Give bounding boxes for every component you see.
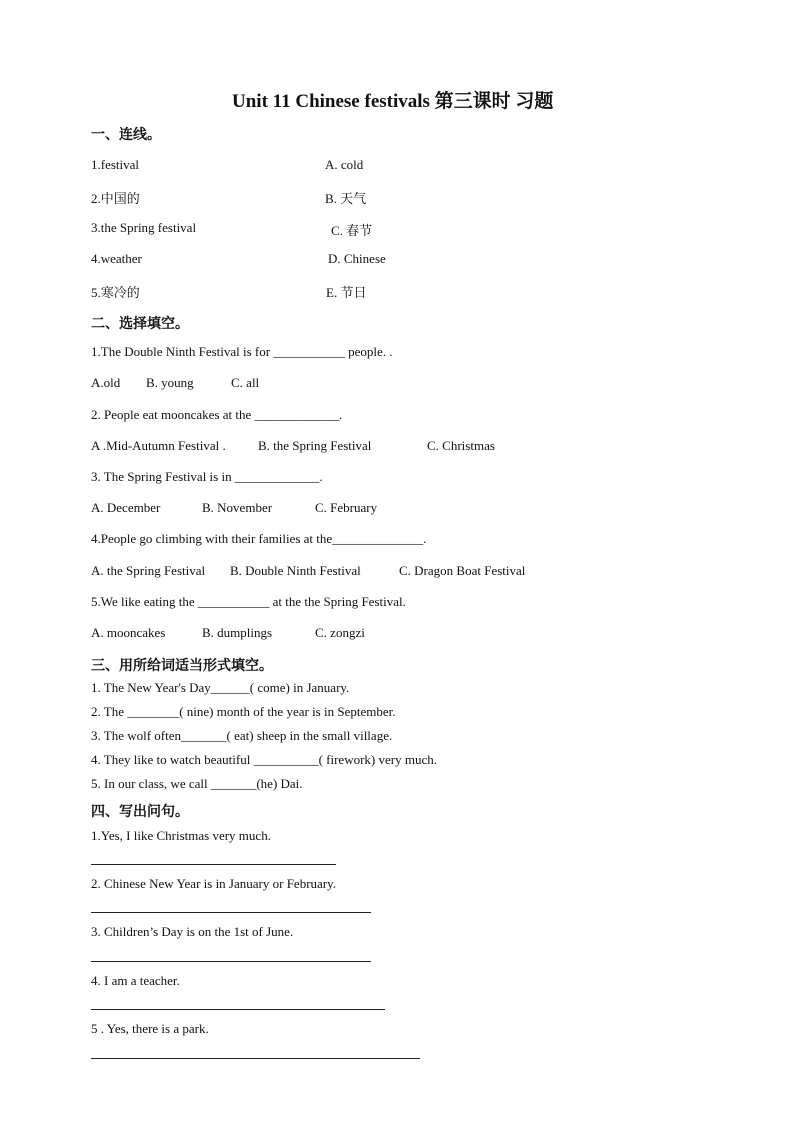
answer-line[interactable] <box>91 912 371 913</box>
answer-statement: 2. Chinese New Year is in January or February. <box>91 876 337 891</box>
choice-option: B. dumplings <box>202 625 273 640</box>
match-right-item: E. 节日 <box>326 285 367 300</box>
choice-option: A .Mid-Autumn Festival . <box>91 438 226 453</box>
fill-blank-item: 5. In our class, we call _______(he) Dai. <box>91 776 303 791</box>
fill-blank-item: 2. The ________( nine) month of the year is in September. <box>91 704 396 719</box>
match-left-item: 2.中国的 <box>91 191 140 206</box>
choice-option: C. Dragon Boat Festival <box>399 563 526 578</box>
choice-question: 5.We like eating the ___________ at the the Spring Festival. <box>91 594 406 609</box>
answer-statement: 3. Children’s Day is on the 1st of June. <box>91 924 294 939</box>
match-right-item: B. 天气 <box>325 191 367 206</box>
match-left-item: 3.the Spring festival <box>91 220 197 235</box>
choice-option: B. the Spring Festival <box>258 438 372 453</box>
choice-option: A. mooncakes <box>91 625 166 640</box>
answer-line[interactable] <box>91 864 336 865</box>
match-right-item: D. Chinese <box>328 251 386 266</box>
choice-option: B. young <box>146 375 194 390</box>
choice-option: C. February <box>315 500 378 515</box>
answer-line[interactable] <box>91 961 371 962</box>
choice-question: 1.The Double Ninth Festival is for ___________ people. . <box>91 344 393 359</box>
match-left-item: 1.festival <box>91 157 140 172</box>
choice-option: B. November <box>202 500 273 515</box>
match-left-item: 5.寒冷的 <box>91 285 140 300</box>
choice-option: A.old <box>91 375 121 390</box>
choice-option: A. the Spring Festival <box>91 563 206 578</box>
choice-question: 3. The Spring Festival is in _____________. <box>91 469 323 484</box>
choice-option: B. Double Ninth Festival <box>230 563 361 578</box>
answer-line[interactable] <box>91 1009 385 1010</box>
answer-statement: 5 . Yes, there is a park. <box>91 1021 209 1036</box>
match-left-item: 4.weather <box>91 251 142 266</box>
section-heading-3: 三、用所给词适当形式填空。 <box>91 659 273 674</box>
fill-blank-item: 3. The wolf often_______( eat) sheep in the small village. <box>91 728 393 743</box>
match-right-item: A. cold <box>325 157 364 172</box>
choice-option: C. zongzi <box>315 625 365 640</box>
choice-option: C. Christmas <box>427 438 495 453</box>
answer-line[interactable] <box>91 1058 420 1059</box>
choice-option: C. all <box>231 375 260 390</box>
match-right-item: C. 春节 <box>331 223 373 238</box>
section-heading-4: 四、写出问句。 <box>91 805 189 820</box>
section-heading-1: 一、连线。 <box>91 128 161 143</box>
answer-statement: 4. I am a teacher. <box>91 973 180 988</box>
choice-option: A. December <box>91 500 161 515</box>
choice-question: 4.People go climbing with their families at the______________. <box>91 531 427 546</box>
page-title: Unit 11 Chinese festivals 第三课时 习题 <box>232 91 554 112</box>
answer-statement: 1.Yes, I like Christmas very much. <box>91 828 271 843</box>
fill-blank-item: 4. They like to watch beautiful __________( firework) very much. <box>91 752 437 767</box>
section-heading-2: 二、选择填空。 <box>91 317 189 332</box>
fill-blank-item: 1. The New Year's Day______( come) in January. <box>91 680 350 695</box>
choice-question: 2. People eat mooncakes at the _____________. <box>91 407 343 422</box>
